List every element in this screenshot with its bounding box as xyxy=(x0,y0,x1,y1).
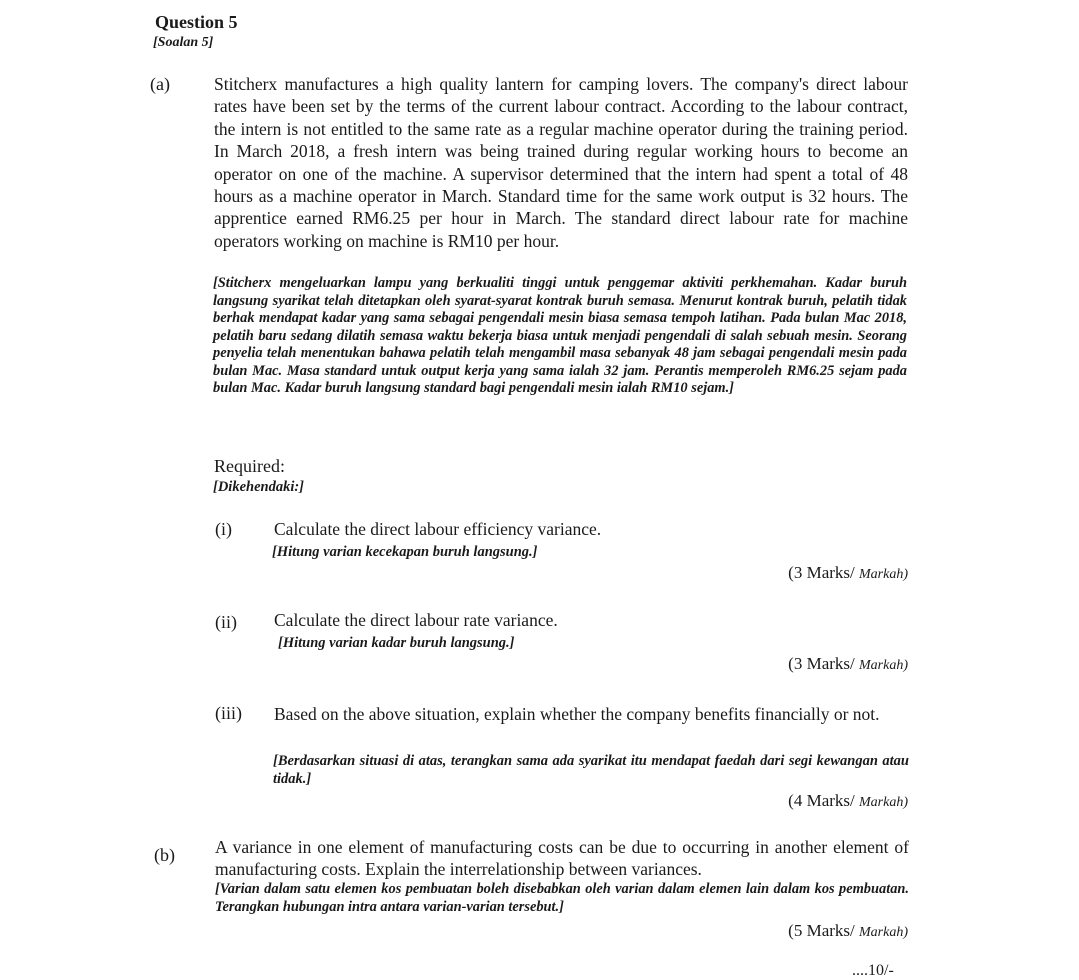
question-subtitle: [Soalan 5] xyxy=(153,35,214,50)
part-a-label: (a) xyxy=(150,74,170,94)
required-heading: Required: xyxy=(214,456,285,476)
required-heading-ms: [Dikehendaki:] xyxy=(213,479,305,495)
item-i-text-ms: [Hitung varian kecekapan buruh langsung.] xyxy=(272,544,538,560)
part-a-text-en: Stitcherx manufactures a high quality lantern for camping lovers. The company's direct labour rates have been set by the terms of the current labour contract. According to the labour contract, the intern is not entitled to the same rate as a regular machine operator during the training period. In March 2018, a fresh intern was being trained during regular working hours to become an operator on one of the machine. A supervisor determined that the intern had spent a total of 48 hours as a machine operator in March. Standard time for the same work output is 32 hours. The apprentice earned RM6.25 per hour in March. The standard direct labour rate for machine operators working on machine is RM10 per hour. xyxy=(214,74,908,251)
part-b-label: (b) xyxy=(154,845,175,865)
item-ii-number: (ii) xyxy=(215,612,237,632)
item-i-number: (i) xyxy=(215,519,232,539)
item-iii-text-ms: [Berdasarkan situasi di atas, terangkan sama ada syarikat itu mendapat faedah dari segi kewangan atau tidak.] xyxy=(273,753,909,787)
item-i-marks: (3 Marks/ Markah) xyxy=(788,563,908,582)
page-continuation-marker: ....10/- xyxy=(852,962,894,979)
item-iii-number: (iii) xyxy=(215,703,242,723)
item-iii-marks: (4 Marks/ Markah) xyxy=(788,791,908,810)
item-i-text-en: Calculate the direct labour efficiency variance. xyxy=(274,519,602,539)
part-b-text-ms: [Varian dalam satu elemen kos pembuatan boleh disebabkan oleh varian dalam elemen lain dalam kos pembuatan. Terangkan hubungan intra antara varian-varian tersebut.] xyxy=(215,881,909,915)
item-ii-text-ms: [Hitung varian kadar buruh langsung.] xyxy=(278,635,515,651)
part-b-text-en: A variance in one element of manufacturing costs can be due to occurring in another element of manufacturing costs. Explain the interrelationship between variances. xyxy=(215,837,909,880)
item-ii-text-en: Calculate the direct labour rate variance. xyxy=(274,610,558,630)
item-ii-marks: (3 Marks/ Markah) xyxy=(788,654,908,673)
question-title: Question 5 xyxy=(155,12,238,32)
part-a-text-ms: [Stitcherx mengeluarkan lampu yang berkualiti tinggi untuk penggemar aktiviti perkhemahan. Kadar buruh langsung syarikat telah ditetapkan oleh syarat-syarat kontrak buruh semasa. Menurut kontrak buruh, pelatih tidak berhak mendapat kadar yang sama sebagai pengendali mesin biasa semasa tempoh latihan. Pada bulan Mac 2018, pelatih baru sedang dilatih semasa waktu bekerja biasa untuk menjadi pengendali di salah sebuah mesin. Seorang penyelia telah menentukan bahawa pelatih telah mengambil masa sebanyak 48 jam sebagai pengendali mesin pada bulan Mac. Masa standard untuk output kerja yang sama ialah 32 jam. Perantis memperoleh RM6.25 sejam pada bulan Mac. Kadar buruh langsung standard bagi pengendali mesin ialah RM10 sejam.] xyxy=(213,275,907,396)
item-iii-text-en: Based on the above situation, explain whether the company benefits financially or not. xyxy=(274,704,880,724)
part-b-marks: (5 Marks/ Markah) xyxy=(788,921,908,940)
